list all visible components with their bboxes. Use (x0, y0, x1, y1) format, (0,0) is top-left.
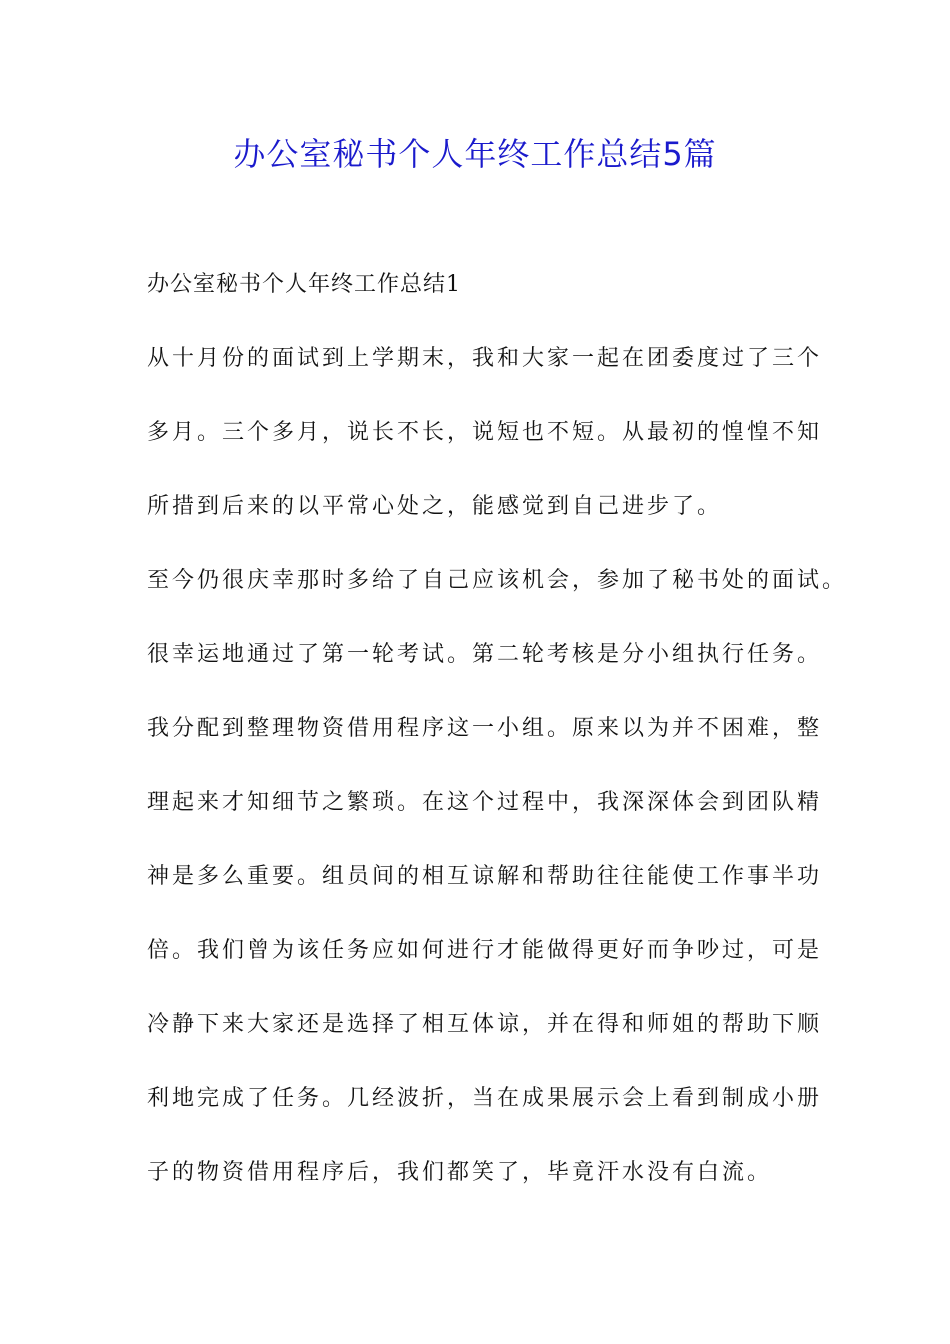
section-heading: 办公室秘书个人年终工作总结1 (147, 272, 461, 297)
paragraph-line: 冷静下来大家还是选择了相互体谅，并在得和师姐的帮助下顺 (147, 1012, 823, 1037)
document-title: 办公室秘书个人年终工作总结5篇 (233, 135, 717, 173)
paragraph-line: 理起来才知细节之繁琐。在这个过程中，我深深体会到团队精 (147, 790, 823, 815)
paragraph-line: 从十月份的面试到上学期末，我和大家一起在团委度过了三个 (147, 346, 823, 371)
paragraph-line: 倍。我们曾为该任务应如何进行才能做得更好而争吵过，可是 (147, 938, 823, 963)
paragraph-line: 所措到后来的以平常心处之，能感觉到自己进步了。 (147, 494, 723, 519)
paragraph-line: 很幸运地通过了第一轮考试。第二轮考核是分小组执行任务。 (147, 642, 823, 667)
paragraph-line: 至今仍很庆幸那时多给了自己应该机会，参加了秘书处的面试。 (147, 568, 848, 593)
document-body (147, 262, 847, 1224)
paragraph-line: 神是多么重要。组员间的相互谅解和帮助往往能使工作事半功 (147, 864, 823, 889)
paragraph-line: 多月。三个多月，说长不长，说短也不短。从最初的惶惶不知 (147, 420, 823, 445)
paragraph-line: 我分配到整理物资借用程序这一小组。原来以为并不困难，整 (147, 716, 823, 741)
paragraph-line: 子的物资借用程序后，我们都笑了，毕竟汗水没有白流。 (147, 1160, 773, 1185)
paragraph-line: 利地完成了任务。几经波折，当在成果展示会上看到制成小册 (147, 1086, 823, 1111)
